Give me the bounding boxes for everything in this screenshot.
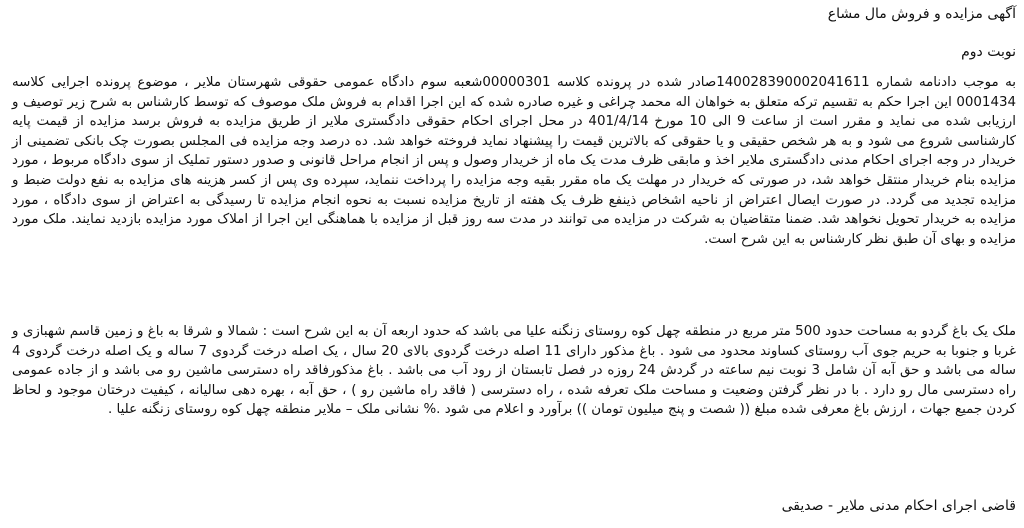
notice-signature: قاضی اجرای احکام مدنی ملایر - صدیقی	[781, 498, 1016, 514]
notice-paragraph-property: ملک یک باغ گردو به مساحت حدود 500 متر مربع در منطقه چهل کوه روستای زنگنه علیا می باشد که حدود اربعه آن به این شرح است : شمالا و شرقا به باغ و زمین قاسم شهبازی و غربا و جنوبا به حریم جوی آب روستای کساوند محدود می شود . باغ مذکور دارای 11 اصله درخت گردوی بالای 20 سال ، یک اصله درخت گردوی 7 ساله و یک اصله درخت گردوی 4 ساله می باشد و حق آبه آن شامل 3 نوبت نیم ساعته در گردش 24 روزه در فصل تابستان از رود آب می باشد . باغ مذکورفاقد راه دسترسی ماشین رو می باشد و از جاده عمومی راه دسترسی مال رو دارد . با در نظر گرفتن وضعیت و مساحت ملک تعرفه شده ، راه دسترسی ( فاقد راه ماشین رو ) ، حق آبه ، بهره دهی سالیانه ، کیفیت درختان موجود و لحاظ کردن جمیع جهات ، ارزش باغ معرفی شده مبلغ (( شصت و پنج میلیون تومان )) برآورد و اعلام می شود .% نشانی ملک – ملایر منطقه چهل کوه روستای زنگنه علیا .	[12, 324, 1017, 418]
notice-title: آگهی مزایده و فروش مال مشاع	[827, 6, 1016, 22]
notice-paragraph-terms: به موجب دادنامه شماره 140028390002041611صادر شده در پرونده کلاسه 00000301شعبه سوم دادگاه عمومی حقوقی شهرستان ملایر ، موضوع پرونده اجرایی کلاسه 0001434 این اجرا حکم به تقسیم ترکه متعلق به خواهان اله محمد چراغی و غیره صادره شده که این اجرا اقدام به فروش ملک موصوف که توسط کارشناس به شرح زیر توصیف و ارزیابی شده می نماید و مقرر است از ساعت 9 الی 10 مورخ 401/4/14 در محل اجرای احکام حقوقی دادگستری ملایر از طریق مزایده به فروش برسد مزایده از قیمت پایه کارشناسی شروع می شود و به هر شخص حقیقی و یا حقوقی که بالاترین قیمت را پیشنهاد نماید فروخته خواهد شد. ده درصد وجه مزایده فی المجلس بصورت چک بانکی تضمینی از خریدار در وجه اجرای احکام مدنی دادگستری ملایر اخذ و مابقی ظرف مدت یک ماه از خریدار وصول و پس از انجام مراحل قانونی و صدور دستور تملیک از سوی دادگاه مربوط ، مورد مزایده بنام خریدار منتقل خواهد شد، در صورتی که خریدار در مهلت یک ماه مقرر بقیه وجه مزایده را پرداخت ننماید، سپرده وی پس از کسر هزینه های مزایده به نفع دولت ضبط و مزایده تجدید می گردد. در صورت ایصال اعتراض از ناحیه اشخاص ذینفع ظرف یک هفته از تاریخ مزایده نسبت به نحوه انجام مزایده تا رسیدگی به اعتراض از سوی دادگاه ، مورد مزایده به خریدار تحویل نخواهد شد. ضمنا متقاضیان به شرکت در مزایده می توانند در مدت سه روز قبل از مزایده با هماهنگی این اجرا از املاک مورد مزایده بازدید نمایند. ملک مورد مزایده و بهای آن طبق نظر کارشناس به این شرح است.	[12, 75, 1016, 247]
notice-round: نوبت دوم	[961, 44, 1016, 60]
